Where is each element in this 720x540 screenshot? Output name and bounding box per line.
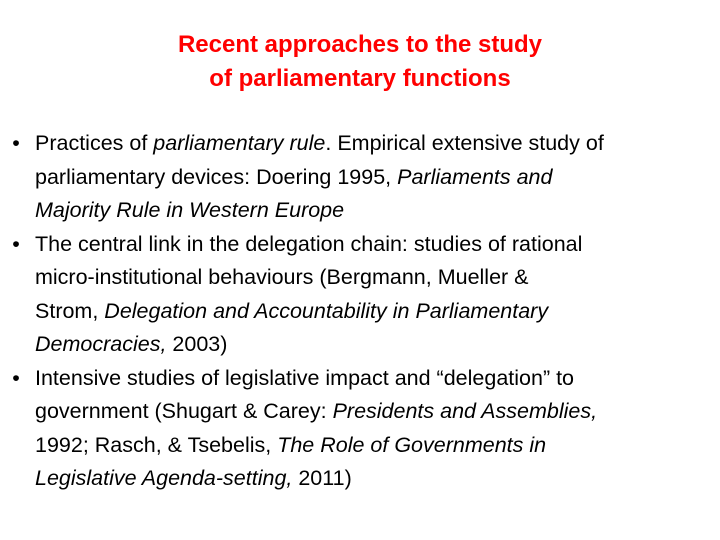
slide-title-line-1: Recent approaches to the study xyxy=(177,31,543,58)
text-run: Strom, xyxy=(35,298,105,323)
bullet-text-line xyxy=(35,328,716,362)
bullet-text-line xyxy=(35,261,716,295)
text-run: 2011) xyxy=(292,466,352,490)
text-run: The central link in the delegation chain: studies of rational xyxy=(35,231,583,256)
bullet-text-line xyxy=(35,362,716,396)
italic-citation-run: Presidents and Assemblies, xyxy=(332,399,598,423)
text-run: government (Shugart & Carey: xyxy=(35,399,333,423)
text-run: 1992; Rasch, & Tsebelis, xyxy=(35,432,278,457)
bullet-marker: • xyxy=(12,365,20,390)
slide-title-line-2: of parliamentary functions xyxy=(209,65,511,92)
bullet-text xyxy=(35,228,716,362)
text-run: . Empirical extensive study of xyxy=(325,131,604,155)
bullet-text-line xyxy=(35,395,716,429)
text-run: micro-institutional behaviours (Bergmann, Mueller & xyxy=(35,265,529,289)
bullet-text-line xyxy=(35,127,716,161)
slide-title xyxy=(0,28,720,96)
text-run: Intensive studies of legislative impact and “delegation” to xyxy=(35,365,575,390)
text-run: 2003) xyxy=(166,332,228,356)
bullet-list xyxy=(6,127,716,496)
bullet-text xyxy=(35,362,716,496)
text-run: Practices of xyxy=(35,131,154,155)
bullet-item xyxy=(6,127,716,228)
bullet-marker: • xyxy=(12,131,20,155)
bullet-text-line xyxy=(35,429,716,463)
italic-citation-run: Legislative Agenda-setting, xyxy=(35,466,293,490)
text-run: parliamentary devices: Doering 1995, xyxy=(35,164,398,189)
italic-citation-run: parliamentary rule xyxy=(153,131,326,155)
bullet-marker: • xyxy=(12,231,20,256)
italic-citation-run: Majority Rule in Western Europe xyxy=(35,198,345,222)
bullet-text xyxy=(35,127,716,228)
bullet-item xyxy=(6,362,716,496)
bullet-text-line xyxy=(35,161,716,195)
bullet-text-line xyxy=(35,194,716,228)
italic-citation-run: The Role of Governments in xyxy=(277,432,547,457)
bullet-text-line xyxy=(35,295,716,329)
bullet-item xyxy=(6,228,716,362)
italic-citation-run: Delegation and Accountability in Parliamentary xyxy=(104,298,549,323)
bullet-text-line xyxy=(35,228,716,262)
bullet-text-line xyxy=(35,462,716,496)
italic-citation-run: Democracies, xyxy=(35,332,167,356)
italic-citation-run: Parliaments and xyxy=(397,164,553,189)
